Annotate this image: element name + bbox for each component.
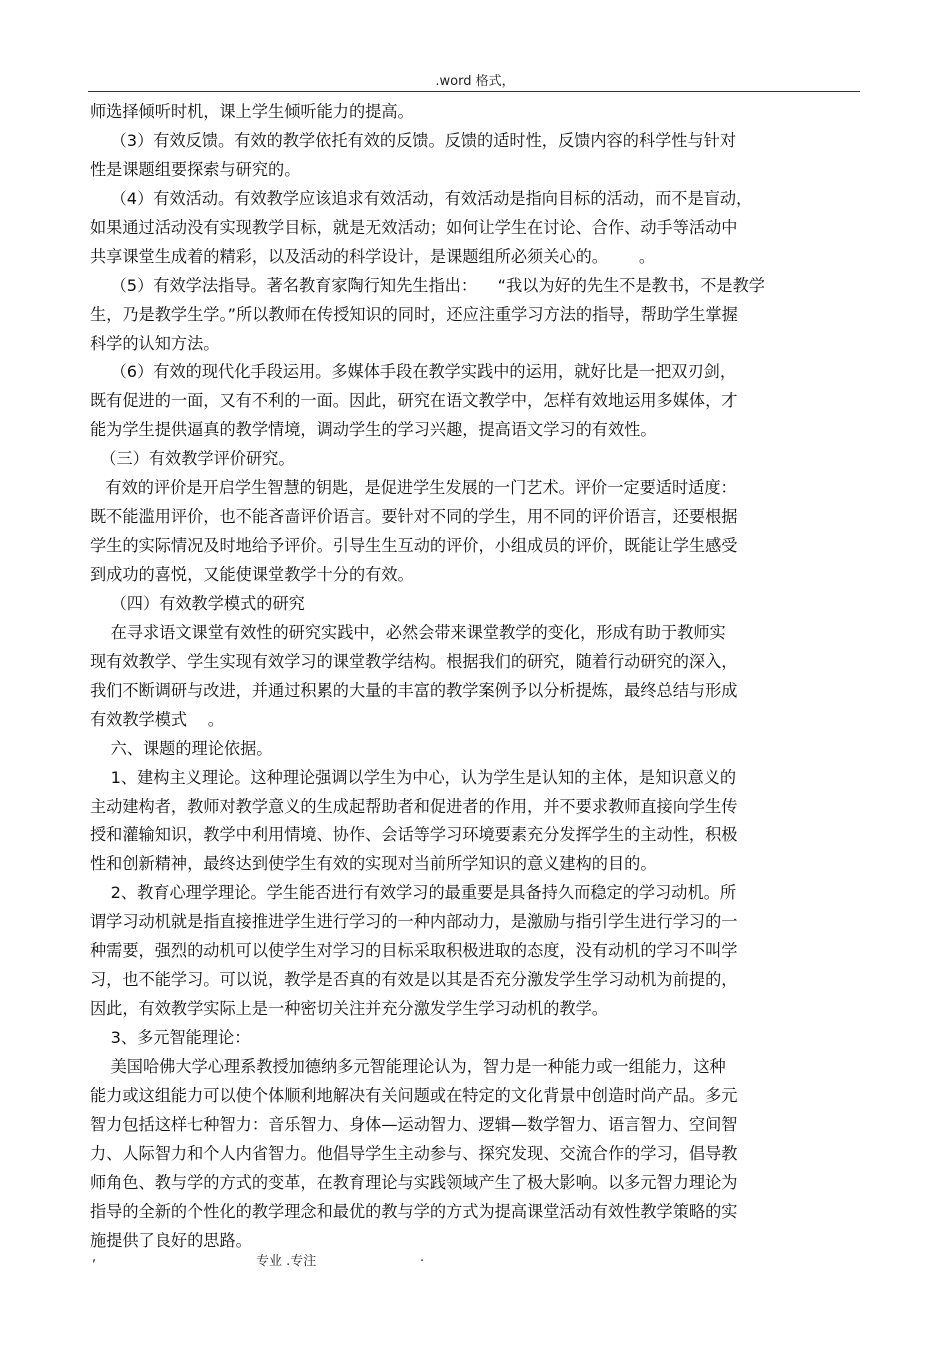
text-line: 指导的全新的个性化的教学理念和最优的教与学的方式为提高课堂活动有效性教学策略的实 <box>90 1201 738 1221</box>
text-line: 六、课题的理论依据。 <box>90 738 273 758</box>
text-line: 现有效教学、学生实现有效学习的课堂教学结构。根据我们的研究，随着行动研究的深入， <box>90 651 738 671</box>
text-line: 在寻求语文课堂有效性的研究实践中，必然会带来课堂教学的变化，形成有助于教师实 <box>90 622 726 642</box>
text-line: 美国哈佛大学心理系教授加德纳多元智能理论认为，智力是一种能力或一组能力，这种 <box>90 1056 726 1076</box>
text-line: 谓学习动机就是指直接推进学生进行学习的一种内部动力，是激励与指引学生进行学习的一 <box>90 912 738 932</box>
text-line: 有效教学模式 。 <box>90 709 224 729</box>
text-line: 因此，有效教学实际上是一种密切关注并充分激发学生学习动机的教学。 <box>90 999 608 1019</box>
text-line: 2、教育心理学理论。学生能否进行有效学习的最重要是具备持久而稳定的学习动机。所 <box>90 883 737 903</box>
footer-left-mark: , <box>92 1250 97 1265</box>
text-line: 性是课题组要探索与研究的。 <box>90 159 301 179</box>
text-line: （4）有效活动。有效教学应该追求有效活动，有效活动是指向目标的活动，而不是盲动， <box>90 188 753 208</box>
text-line: 有效的评价是开启学生智慧的钥匙，是促进学生发展的一门艺术。评价一定要适时适度： <box>90 478 737 498</box>
text-line: 主动建构者，教师对教学意义的生成起帮助者和促进者的作用，并不要求教师直接向学生传 <box>90 796 738 816</box>
text-line: 智力包括这样七种智力：音乐智力、身体—运动智力、逻辑—数学智力、语言智力、空间智 <box>90 1114 738 1134</box>
text-line: 习，也不能学习。可以说，教学是否真的有效是以其是否充分激发学生学习动机为前提的， <box>90 970 738 990</box>
text-line: 性和创新精神，最终达到使学生有效的实现对当前所学知识的意义建构的目的。 <box>90 854 657 874</box>
text-line: （5）有效学法指导。著名教育家陶行知先生指出： “我以为好的先生不是教书，不是教学 <box>90 275 765 295</box>
text-line: 共享课堂生成着的精彩，以及活动的科学设计，是课题组所必须关心的。 。 <box>90 246 656 266</box>
document-body <box>90 98 860 1256</box>
footer-center-text: 专业 .专注 <box>256 1254 317 1269</box>
text-line: 我们不断调研与改进，并通过积累的大量的丰富的教学案例予以分析提炼，最终总结与形成 <box>90 680 738 700</box>
text-line: （三）有效教学评价研究。 <box>90 449 295 469</box>
text-line: 师角色、教与学的方式的变革，在教育理论与实践领域产生了极大影响。以多元智力理论为 <box>90 1172 738 1192</box>
header-divider <box>88 91 860 92</box>
text-line: 科学的认知方法。 <box>90 333 220 353</box>
text-line: 师选择倾听时机，课上学生倾听能力的提高。 <box>90 102 414 121</box>
text-line: 学生的实际情况及时地给予评价。引导生生互动的评价，小组成员的评价，既能让学生感受 <box>90 536 738 556</box>
text-line: （3）有效反馈。有效的教学依托有效的反馈。反馈的适时性，反馈内容的科学性与针对 <box>90 130 737 150</box>
text-line: 既有促进的一面，又有不利的一面。因此，研究在语文教学中，怎样有效地运用多媒体，才 <box>90 391 738 411</box>
text-line: 力、人际智力和个人内省智力。他倡导学生主动参与、探究发现、交流合作的学习，倡导教 <box>90 1143 738 1163</box>
text-line: 到成功的喜悦，又能使课堂教学十分的有效。 <box>90 565 414 584</box>
text-line: 3、多元智能理论： <box>90 1028 251 1047</box>
text-line: 种需要，强烈的动机可以使学生对学习的目标采取积极进取的态度，没有动机的学习不叫学 <box>90 941 738 961</box>
text-line: 能为学生提供逼真的教学情境，调动学生的学习兴趣，提高语文学习的有效性。 <box>90 420 657 440</box>
text-line: （6）有效的现代化手段运用。多媒体手段在教学实践中的运用，就好比是一把双刃剑， <box>90 362 737 382</box>
text-line: 能力或这组能力可以使个体顺利地解决有关问题或在特定的文化背景中创造时尚产品。多元 <box>90 1085 738 1105</box>
text-line: 既不能滥用评价，也不能吝啬评价语言。要针对不同的学生，用不同的评价语言，还要根据 <box>90 507 738 527</box>
text-line: 授和灌输知识，教学中利用情境、协作、会话等学习环境要素充分发挥学生的主动性，积极 <box>90 825 738 845</box>
header-text: .word 格式， <box>435 74 515 89</box>
footer-right-mark: . <box>420 1250 425 1265</box>
text-line: 施提供了良好的思路。 <box>90 1230 252 1250</box>
text-line: （四）有效教学模式的研究 <box>90 593 305 613</box>
text-line: 1、建构主义理论。这种理论强调以学生为中心，认为学生是认知的主体，是知识意义的 <box>90 767 737 787</box>
text-line: 生，乃是教学生学。”所以教师在传授知识的同时，还应注重学习方法的指导，帮助学生掌握 <box>90 304 738 324</box>
text-line: 如果通过活动没有实现教学目标，就是无效活动；如何让学生在讨论、合作、动手等活动中 <box>90 217 738 237</box>
